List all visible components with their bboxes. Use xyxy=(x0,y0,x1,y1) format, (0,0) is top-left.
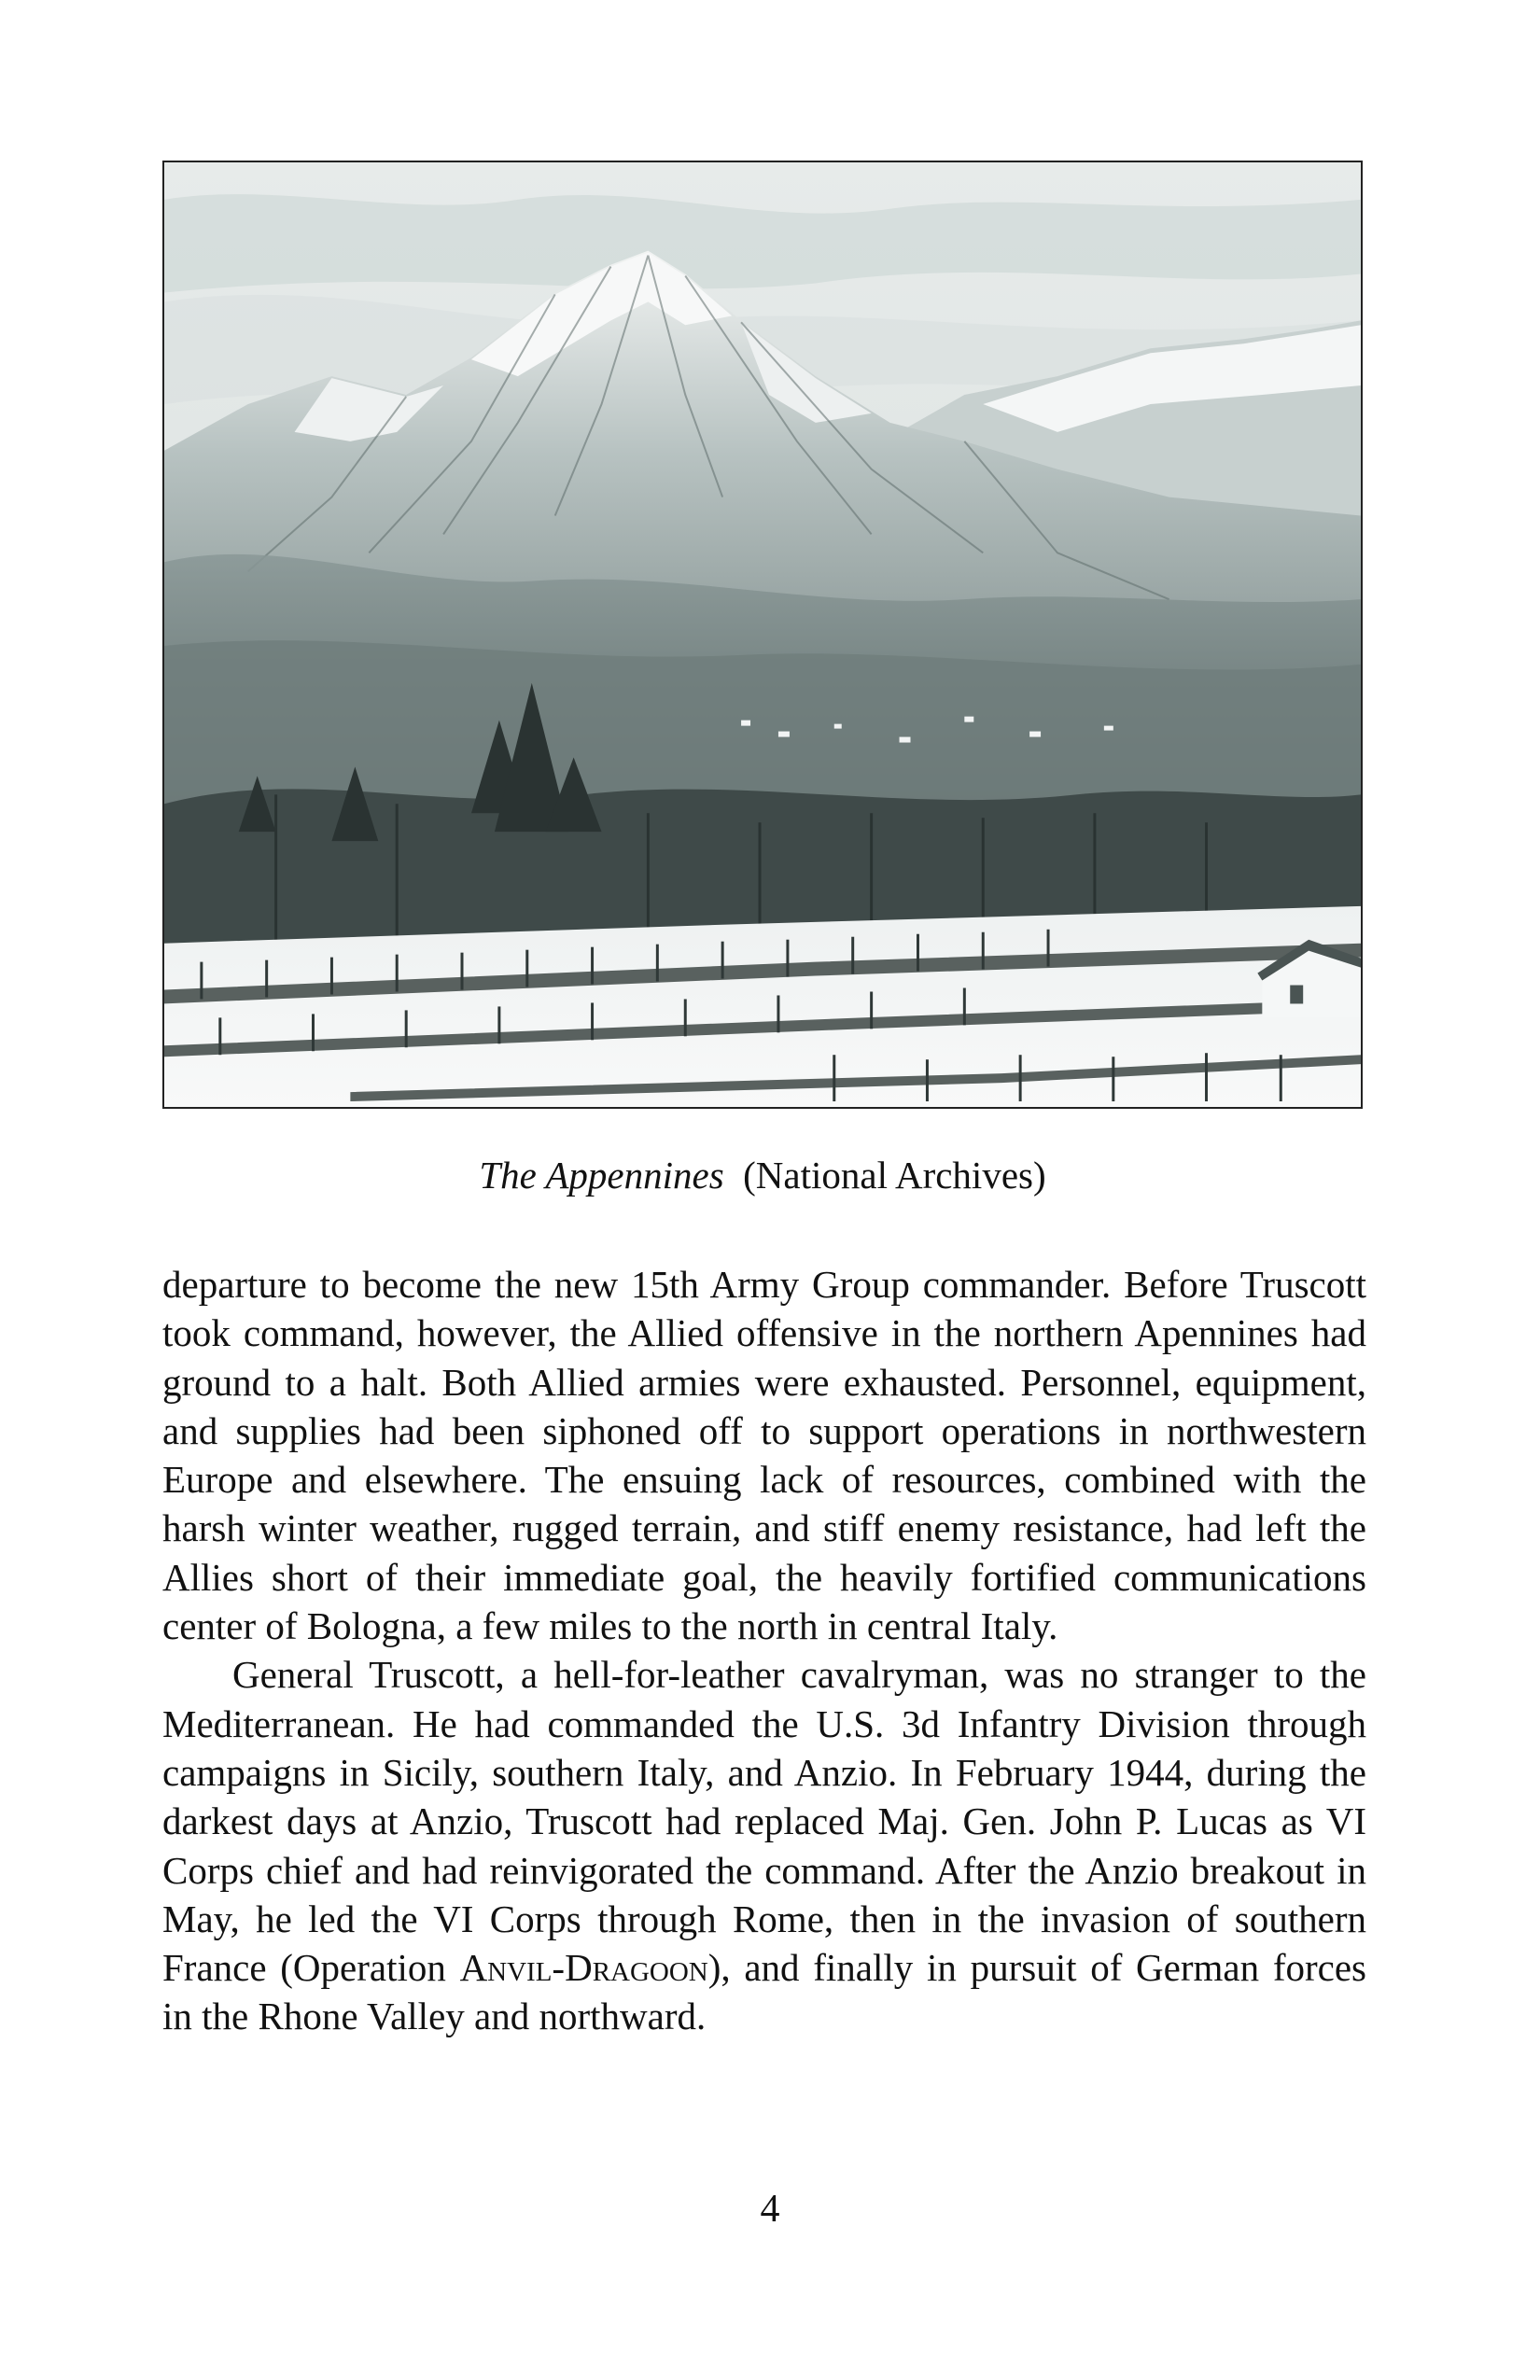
paragraph-2-text-after: ), and finally in pursuit of German forces in the Rhone Valley and northward. xyxy=(162,1946,1366,2038)
page-number: 4 xyxy=(760,2188,780,2231)
paragraph-2 xyxy=(162,1650,1366,2040)
paragraph-1: departure to become the new 15th Army Group commander. Before Truscott took command, however, the Allied offensive in the northern Apennines had ground to a halt. Both Allied armies were exhausted. Personnel, equipment, and supplies had been siphoned off to support operations in northwestern Europe and elsewhere. The ensuing lack of resources, combined with the harsh winter weather, rugged terrain, and stiff enemy resistance, had left the Allies short of their immediate goal, the heavily fortified communications center of Bologna, a few miles to the north in central Italy. xyxy=(162,1263,1366,1648)
operation-name: Anvil-Dragoon xyxy=(459,1946,708,1990)
mountain-photograph xyxy=(162,161,1363,1109)
caption-credit: (National Archives) xyxy=(743,1154,1046,1197)
caption-title: The Appennines xyxy=(479,1154,724,1197)
appennines-photo-illustration xyxy=(164,162,1361,1107)
figure-caption xyxy=(162,1150,1363,1200)
body-text xyxy=(162,1260,1366,2041)
paragraph-2-text-before: General Truscott, a hell-for-leather cavalryman, was no stranger to the Mediterranean. He had commanded the U.S. 3d Infantry Division through campaigns in Sicily, southern Italy, and Anzio. In February 1944, during the darkest days at Anzio, Truscott had replaced Maj. Gen. John P. Lucas as VI Corps chief and had reinvigorated the command. After the Anzio breakout in May, he led the VI Corps through Rome, then in the invasion of southern France (Operation xyxy=(162,1653,1366,1990)
